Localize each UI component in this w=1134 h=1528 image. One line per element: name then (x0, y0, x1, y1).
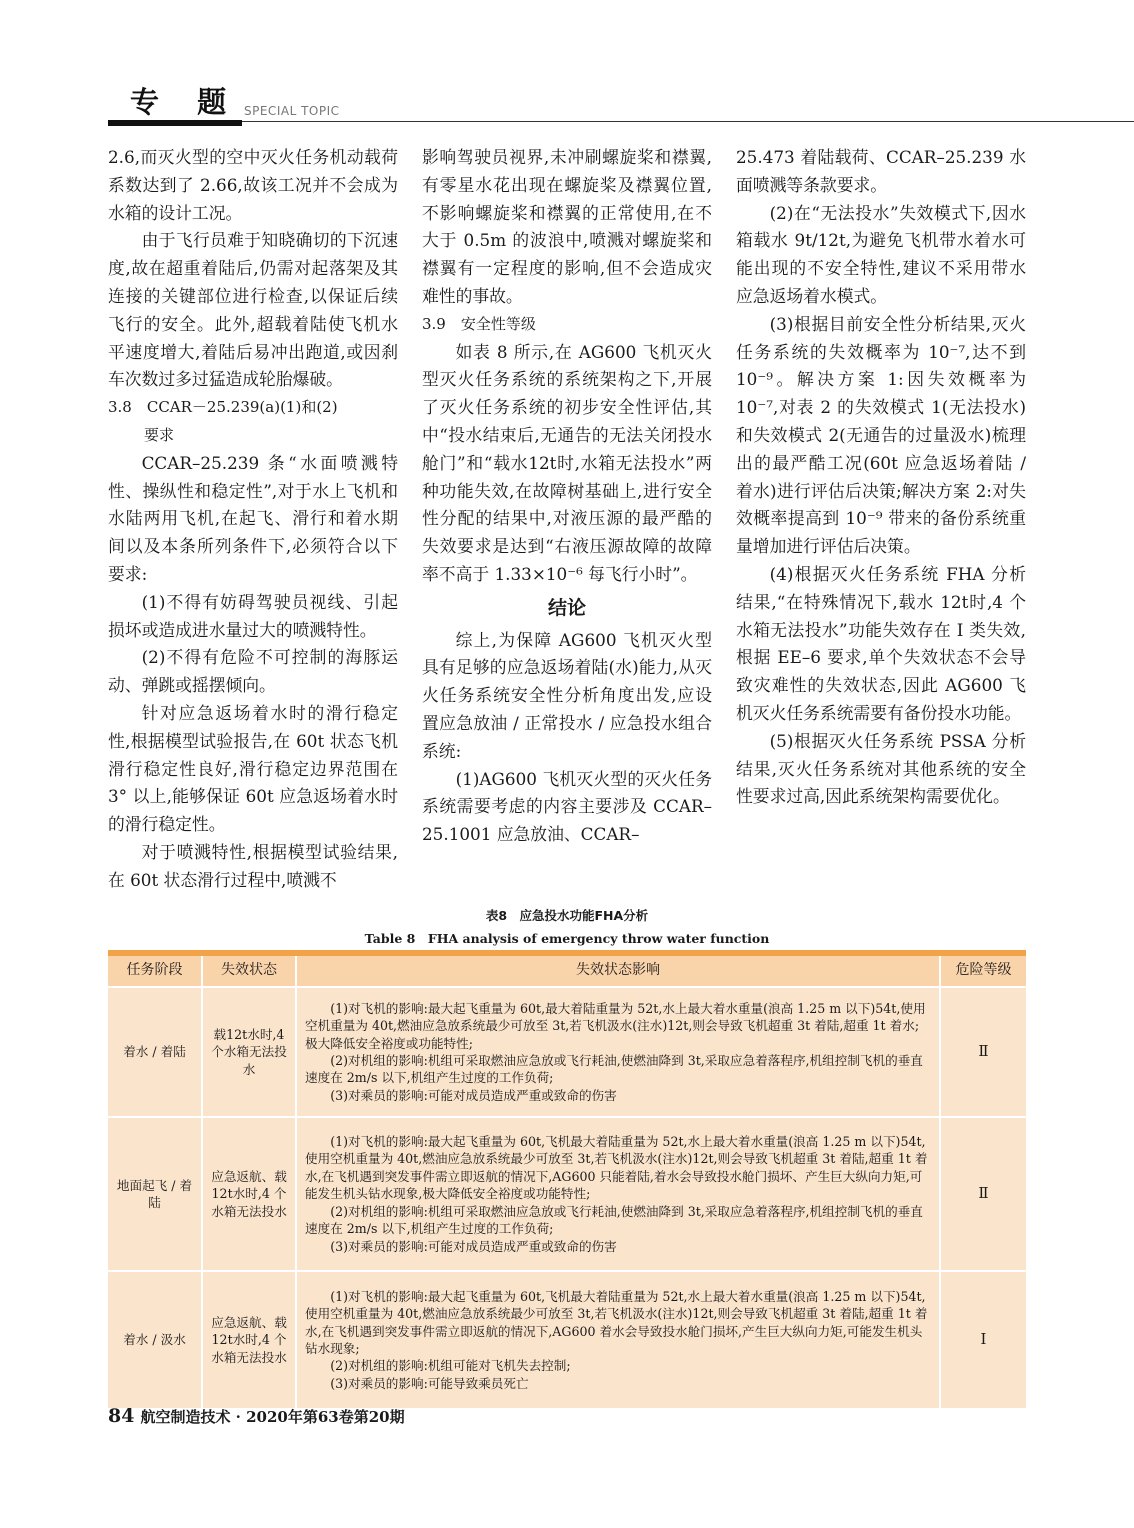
table-header-row (108, 953, 1026, 987)
cell-state: 载12t水时,4 个水箱无法投水 (202, 987, 296, 1117)
journal-info: 航空制造技术 · 2020年第63卷第20期 (140, 1408, 405, 1426)
effect-passenger: (3)对乘员的影响:可能导致乘员死亡 (330, 1375, 529, 1391)
page-number: 84 (108, 1405, 135, 1427)
effect-passenger: (3)对乘员的影响:可能对成员造成严重或致命的伤害 (330, 1087, 617, 1103)
paragraph: 25.473 着陆载荷、CCAR–25.239 水面喷溅等条款要求。 (736, 147, 1026, 195)
paragraph: 针对应急返场着水时的滑行稳定性,根据模型试验报告,在 60t 状态飞机滑行稳定性良好,滑行稳定边界范围在 3° 以上,能够保证 60t 应急返场着水时的滑行稳定性。 (108, 702, 398, 835)
page-footer (108, 1405, 405, 1427)
text-column-1 (108, 144, 398, 895)
effect-aircraft: (1)对飞机的影响:最大起飞重量为 60t,最大着陆重量为 52t,水上最大着水重量(浪高 1.25 m 以下)54t,使用空机重量为 40t,燃油应急放系统最少可放至 3t,若飞机汲水(注水)12t,则会导致飞机超重 3t 着陆,超重 1t 着水;极大降低安全裕度或功能特性; (305, 1000, 926, 1051)
section-title-line: 3.9 安全性等级 (422, 314, 536, 333)
paragraph: 影响驾驶员视界,未冲刷螺旋桨和襟翼,有零星水花出现在螺旋桨及襟翼位置,不影响螺旋桨和襟翼的正常使用,在不大于 0.5m 的波浪中,喷溅对螺旋桨和襟翼有一定程度的影响,但不会造成灾难性的事故。 (422, 147, 712, 306)
header-rule-thick (108, 120, 242, 126)
text-column-2 (422, 144, 712, 849)
cell-phase: 着水 / 着陆 (108, 987, 202, 1117)
text-column-3 (736, 144, 1026, 811)
effect-crew: (2)对机组的影响:机组可能对飞机失去控制; (330, 1358, 571, 1374)
paragraph: 2.6,而灭火型的空中灭火任务机动载荷系数达到了 2.66,故该工况并不会成为水箱的设计工况。 (108, 147, 398, 223)
paragraph: (1)不得有妨碍驾驶员视线、引起损坏或造成进水量过大的喷溅特性。 (108, 591, 398, 640)
effect-aircraft: (1)对飞机的影响:最大起飞重量为 60t,飞机最大着陆重量为 52t,水上最大着水重量(浪高 1.25 m 以下)54t,使用空机重量为 40t,燃油应急放系统最少可放至 3t,若飞机汲水(注水)12t,则会导致飞机超重 3t 着陆,超重 1t 着水,在飞机遇到突发事件需立即返航的情况下,AG600 只能着陆,着水会导致投水舱门损坏、产生巨大纵向力矩,可能发生机头钻水现象,极大降低安全裕度或功能特性; (305, 1134, 928, 1202)
paragraph: (1)AG600 飞机灭火型的灭火任务系统需要考虑的内容主要涉及 CCAR–25.1001 应急放油、CCAR– (422, 768, 712, 845)
section-title: 专 题 (130, 85, 241, 119)
cell-effect (296, 1271, 940, 1409)
section-subtitle: SPECIAL TOPIC (244, 104, 340, 118)
table-row (108, 987, 1026, 1117)
section-title-line: 要求 (144, 425, 175, 444)
header-rule-thin (242, 121, 1134, 122)
cell-state: 应急返航、载12t水时,4 个水箱无法投水 (202, 1117, 296, 1271)
table-row (108, 1117, 1026, 1271)
effect-crew: (2)对机组的影响:机组可采取燃油应急放或飞行耗油,使燃油降到 3t,采取应急着落程序,机组控制飞机的垂直速度在 2m/s 以下,机组产生过度的工作负荷; (305, 1053, 923, 1086)
cell-level: Ⅰ (940, 1271, 1026, 1409)
section-title-line: 3.8 CCAR－25.239(a)(1)和(2) (108, 398, 338, 417)
paragraph: (3)根据目前安全性分析结果,灭火任务系统的失效概率为 10⁻⁷,达不到 10⁻⁹。解决方案 1:因失效概率为 10⁻⁷,对表 2 的失效模式 1(无法投水)和失效模式 2(无通告的过量汲水)梳理出的最严酷工况(60t 应急返场着陆 / 着水)进行评估后决策;解决方案 2:对失效概率提高到 10⁻⁹ 带来的备份系统重量增加进行评估后决策。 (736, 313, 1026, 557)
table-caption-en: Table 8 FHA analysis of emergency throw water function (364, 931, 770, 946)
section-heading: 结论 (547, 596, 586, 619)
cell-effect (296, 1117, 940, 1271)
cell-phase: 着水 / 汲水 (108, 1271, 202, 1409)
paragraph: 综上,为保障 AG600 飞机灭火型具有足够的应急返场着陆(水)能力,从灭火任务系统安全性分析角度出发,应设置应急放油 / 正常投水 / 应急投水组合系统: (422, 629, 712, 761)
effect-aircraft: (1)对飞机的影响:最大起飞重量为 60t,飞机最大着陆重量为 52t,水上最大着水重量(浪高 1.25 m 以下)54t,使用空机重量为 40t,燃油应急放系统最少可放至 3t,若飞机汲水(注水)12t,则会导致飞机超重 3t 着陆,超重 1t 着水,在飞机遇到突发事件需立即返航的情况下,AG600 着水会导致投水舱门损坏,产生巨大纵向力矩,可能发生机头钻水现象; (305, 1288, 928, 1356)
paragraph: (5)根据灭火任务系统 PSSA 分析结果,灭火任务系统对其他系统的安全性要求过高,因此系统架构需要优化。 (736, 730, 1026, 807)
paragraph: 如表 8 所示,在 AG600 飞机灭火型灭火任务系统的系统架构之下,开展了灭火任务系统的初步安全性评估,其中“投水结束后,无通告的无法关闭投水舱门”和“载水12t时,水箱无法投水”两种功能失效,在故障树基础上,进行安全性分配的结果中,对液压源的最严酷的失效要求是达到“右液压源故障的故障率不高于 1.33×10⁻⁶ 每飞行小时”。 (422, 341, 712, 584)
paragraph: (2)在“无法投水”失效模式下,因水箱载水 9t/12t,为避免飞机带水着水可能出现的不安全特性,建议不采用带水应急返场着水模式。 (736, 202, 1026, 306)
header-effect: 失效状态影响 (296, 953, 940, 987)
cell-state: 应急返航、载12t水时,4 个水箱无法投水 (202, 1271, 296, 1409)
paragraph: (2)不得有危险不可控制的海豚运动、弹跳或摇摆倾向。 (108, 647, 398, 696)
header-phase: 任务阶段 (108, 953, 202, 987)
paragraph: (4)根据灭火任务系统 FHA 分析结果,“在特殊情况下,载水 12t时,4 个水箱无法投水”功能失效存在 I 类失效,根据 EE–6 要求,单个失效状态不会导致灾难性的失效状态,因此 AG600 飞机灭火任务系统需要有备份投水功能。 (736, 563, 1026, 723)
paragraph: CCAR–25.239 条“水面喷溅特性、操纵性和稳定性”,对于水上飞机和水陆两用飞机,在起飞、滑行和着水期间以及本条所列条件下,必须符合以下要求: (108, 452, 398, 584)
effect-passenger: (3)对乘员的影响:可能对成员造成严重或致命的伤害 (330, 1238, 617, 1254)
header-level: 危险等级 (940, 953, 1026, 987)
table-caption-cn: 表8 应急投水功能FHA分析 (485, 908, 649, 923)
cell-level: Ⅱ (940, 1117, 1026, 1271)
table-row (108, 1271, 1026, 1409)
cell-level: Ⅱ (940, 987, 1026, 1117)
fha-table (108, 950, 1026, 1410)
paragraph: 由于飞行员难于知晓确切的下沉速度,故在超重着陆后,仍需对起落架及其连接的关键部位进行检查,以保证后续飞行的安全。此外,超载着陆使飞机水平速度增大,着陆后易冲出跑道,或因刹车次数过多过猛造成轮胎爆破。 (108, 230, 398, 390)
paragraph: 对于喷溅特性,根据模型试验结果,在 60t 状态滑行过程中,喷溅不 (108, 841, 398, 890)
cell-effect (296, 987, 940, 1117)
header-state: 失效状态 (202, 953, 296, 987)
cell-phase: 地面起飞 / 着陆 (108, 1117, 202, 1271)
effect-crew: (2)对机组的影响:机组可采取燃油应急放或飞行耗油,使燃油降到 3t,采取应急着落程序,机组控制飞机的垂直速度在 2m/s 以下,机组产生过度的工作负荷; (305, 1203, 923, 1237)
